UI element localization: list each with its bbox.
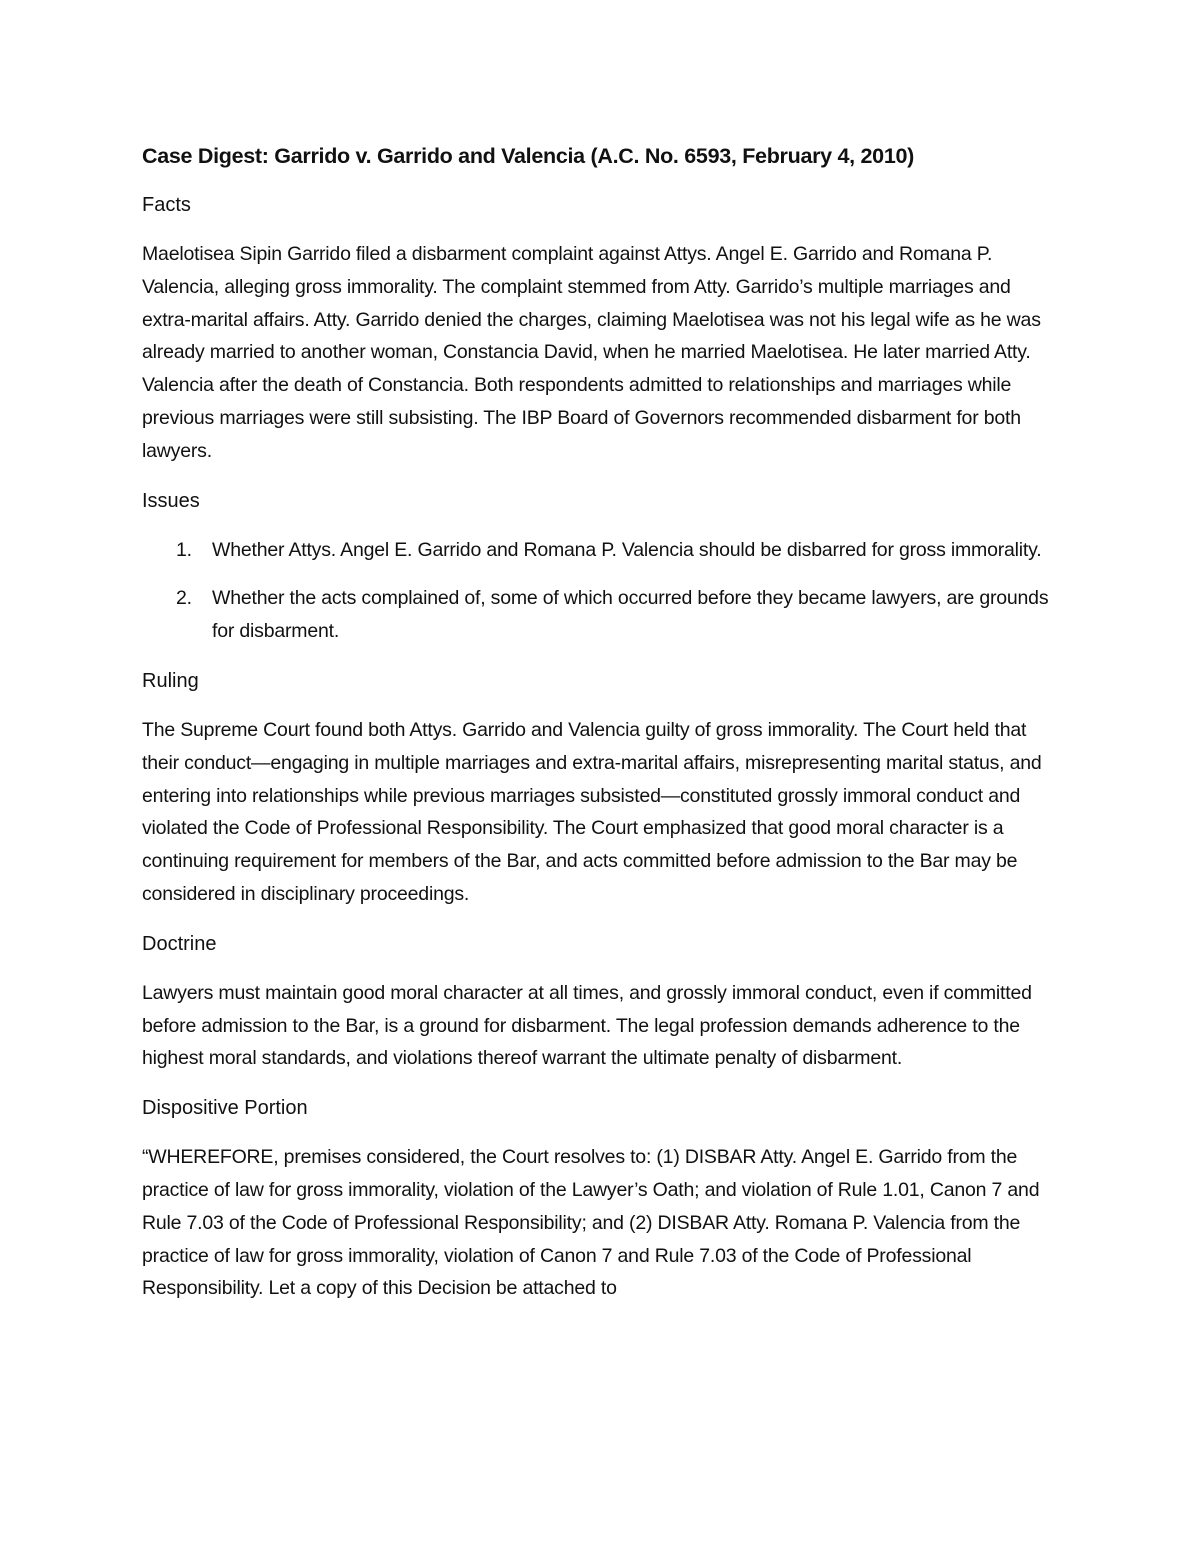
ruling-text: The Supreme Court found both Attys. Garrido and Valencia guilty of gross immorality. The Court held that their conduct—engaging in multiple marriages and extra-marital affairs, misrepresenting marital status, and entering into relationships while previous marriages subsisted—constituted grossly immoral conduct and violated the Code of Professional Responsibility. The Court emphasized that good moral character is a continuing requirement for members of the Bar, and acts committed before admission to the Bar may be considered in disciplinary proceedings. (142, 718, 1042, 905)
issues-heading: Issues (142, 489, 200, 512)
issue-number: 2. (176, 587, 192, 610)
document-page (142, 140, 1062, 1322)
issue-text: Whether Attys. Angel E. Garrido and Romana P. Valencia should be disbarred for gross immorality. (212, 538, 1042, 561)
ruling-heading: Ruling (142, 669, 199, 692)
facts-heading: Facts (142, 194, 191, 216)
dispositive-text: “WHEREFORE, premises considered, the Court resolves to: (1) DISBAR Atty. Angel E. Garrido from the practice of law for gross immorality, violation of the Lawyer’s Oath; and violation of Rule 1.01, Canon 7 and Rule 7.03 of the Code of Professional Responsibility; and (2) DISBAR Atty. Romana P. Valencia from the practice of law for gross immorality, violation of Canon 7 and Rule 7.03 of the Code of Professional Responsibility. Let a copy of this Decision be attached to (142, 1146, 1040, 1300)
doctrine-text: Lawyers must maintain good moral character at all times, and grossly immoral conduct, even if committed before admission to the Bar, is a ground for disbarment. The legal profession demands adherence to the highest moral standards, and violations thereof warrant the ultimate penalty of disbarment. (142, 981, 1032, 1070)
list-item (142, 582, 1062, 648)
document-title: Case Digest: Garrido v. Garrido and Valencia (A.C. No. 6593, February 4, 2010) (142, 144, 914, 168)
list-item (142, 534, 1062, 567)
issue-number: 1. (176, 538, 192, 561)
issues-list (142, 534, 1062, 648)
facts-text: Maelotisea Sipin Garrido filed a disbarment complaint against Attys. Angel E. Garrido and Romana P. Valencia, alleging gross immorality. The complaint stemmed from Atty. Garrido’s multiple marriages and extra-marital affairs. Atty. Garrido denied the charges, claiming Maelotisea was not his legal wife as he was already married to another woman, Constancia David, when he married Maelotisea. He later married Atty. Valencia after the death of Constancia. Both respondents admitted to relationships and marriages while previous marriages were still subsisting. The IBP Board of Governors recommended disbarment for both lawyers. (142, 243, 1041, 462)
doctrine-heading: Doctrine (142, 932, 217, 955)
dispositive-heading: Dispositive Portion (142, 1097, 308, 1120)
issue-text: Whether the acts complained of, some of which occurred before they became lawyers, are grounds for disbarment. (212, 587, 1049, 643)
